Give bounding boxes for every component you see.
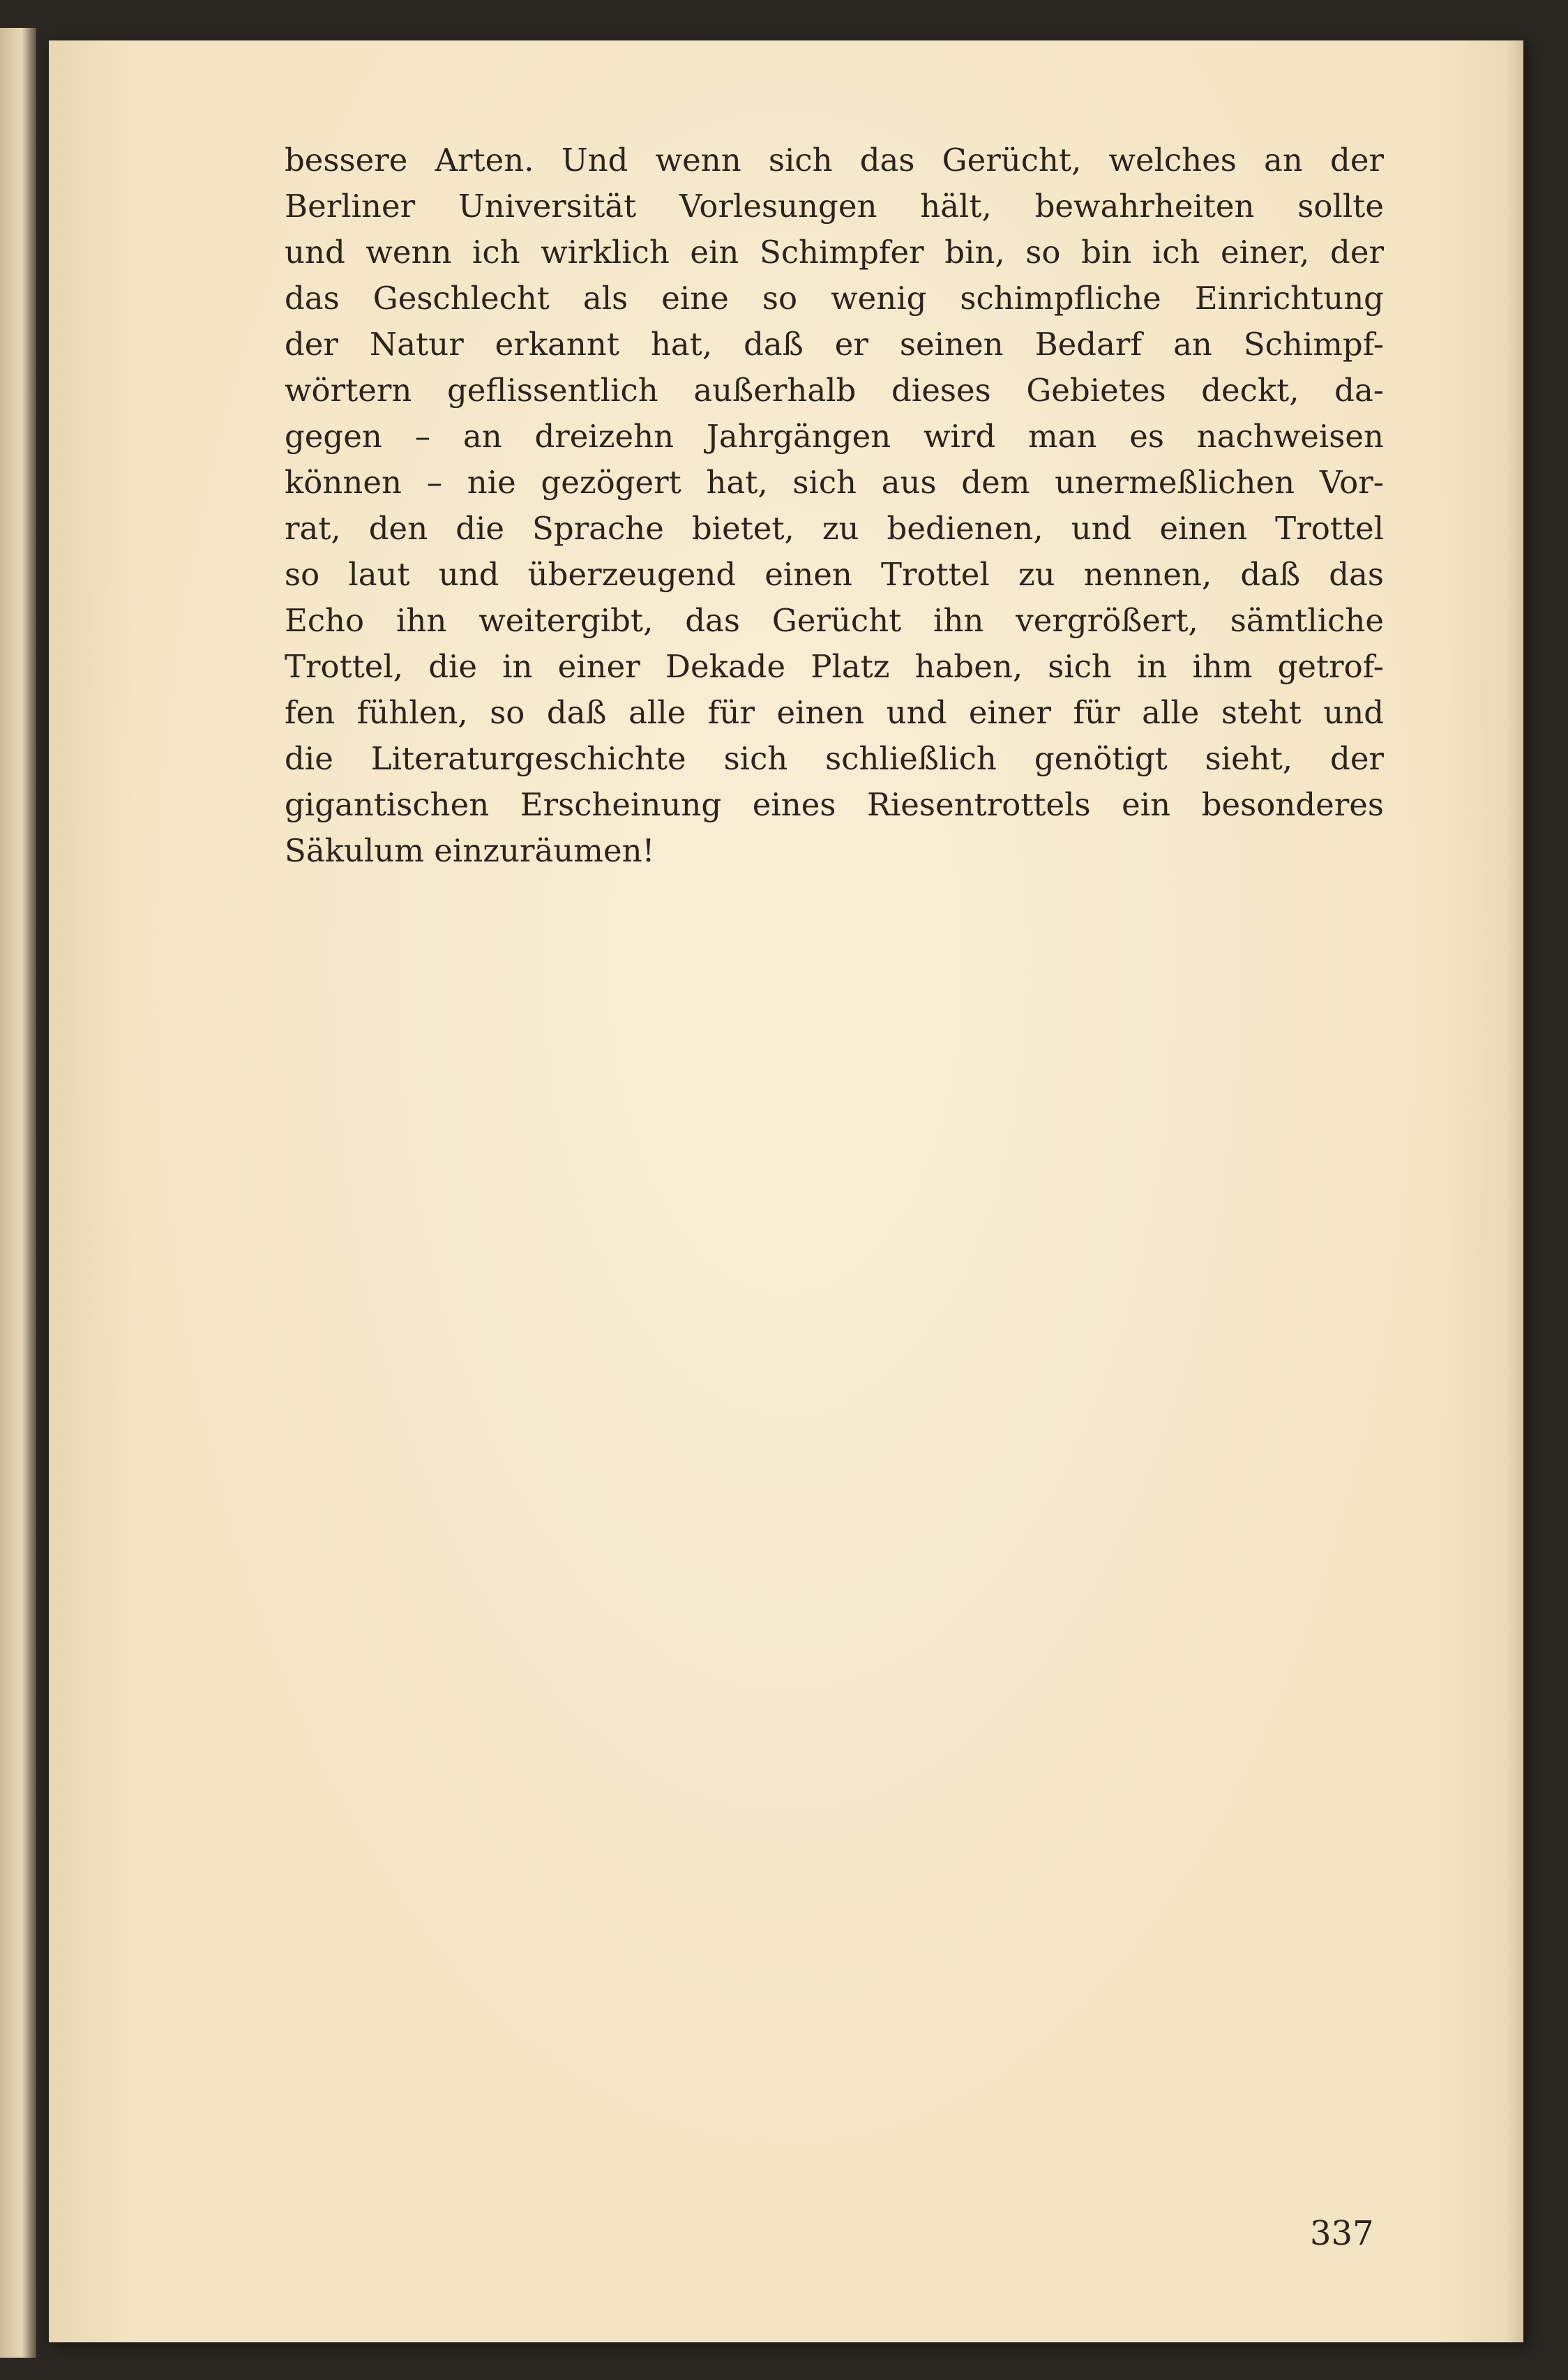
left-page-edge	[0, 28, 36, 2358]
text-line: Säkulum einzuräumen!	[285, 832, 655, 869]
text-line: wörtern geflissentlich außerhalb dieses Gebietes deckt, da-	[285, 372, 1384, 409]
body-text	[285, 137, 1384, 874]
text-line: Trottel, die in einer Dekade Platz haben, sich in ihm getrof-	[285, 648, 1384, 685]
text-line: und wenn ich wirklich ein Schimpfer bin, so bin ich einer, der	[285, 234, 1384, 271]
text-line: so laut und überzeugend einen Trottel zu nennen, daß das	[285, 556, 1384, 593]
text-line: Berliner Universität Vorlesungen hält, bewahrheiten sollte	[285, 188, 1384, 225]
text-line: das Geschlecht als eine so wenig schimpfliche Einrichtung	[285, 280, 1384, 317]
text-line: die Literaturgeschichte sich schließlich genötigt sieht, der	[285, 740, 1384, 777]
text-line: gegen – an dreizehn Jahrgängen wird man es nachweisen	[285, 418, 1384, 455]
page-number: 337	[1310, 2214, 1374, 2253]
text-line: rat, den die Sprache bietet, zu bedienen, und einen Trottel	[285, 510, 1384, 547]
book-page	[49, 40, 1523, 2342]
text-line: gigantischen Erscheinung eines Riesentrottels ein besonderes	[285, 786, 1384, 823]
text-line: bessere Arten. Und wenn sich das Gerücht, welches an der	[285, 142, 1384, 179]
text-line: Echo ihn weitergibt, das Gerücht ihn vergrößert, sämtliche	[285, 602, 1384, 639]
text-line: können – nie gezögert hat, sich aus dem unermeßlichen Vor-	[285, 464, 1384, 501]
show-through-bleed	[300, 940, 1374, 2196]
text-line: fen fühlen, so daß alle für einen und einer für alle steht und	[285, 694, 1384, 731]
text-line: der Natur erkannt hat, daß er seinen Bedarf an Schimpf-	[285, 326, 1384, 363]
page-edge-shadow	[1507, 40, 1523, 2342]
